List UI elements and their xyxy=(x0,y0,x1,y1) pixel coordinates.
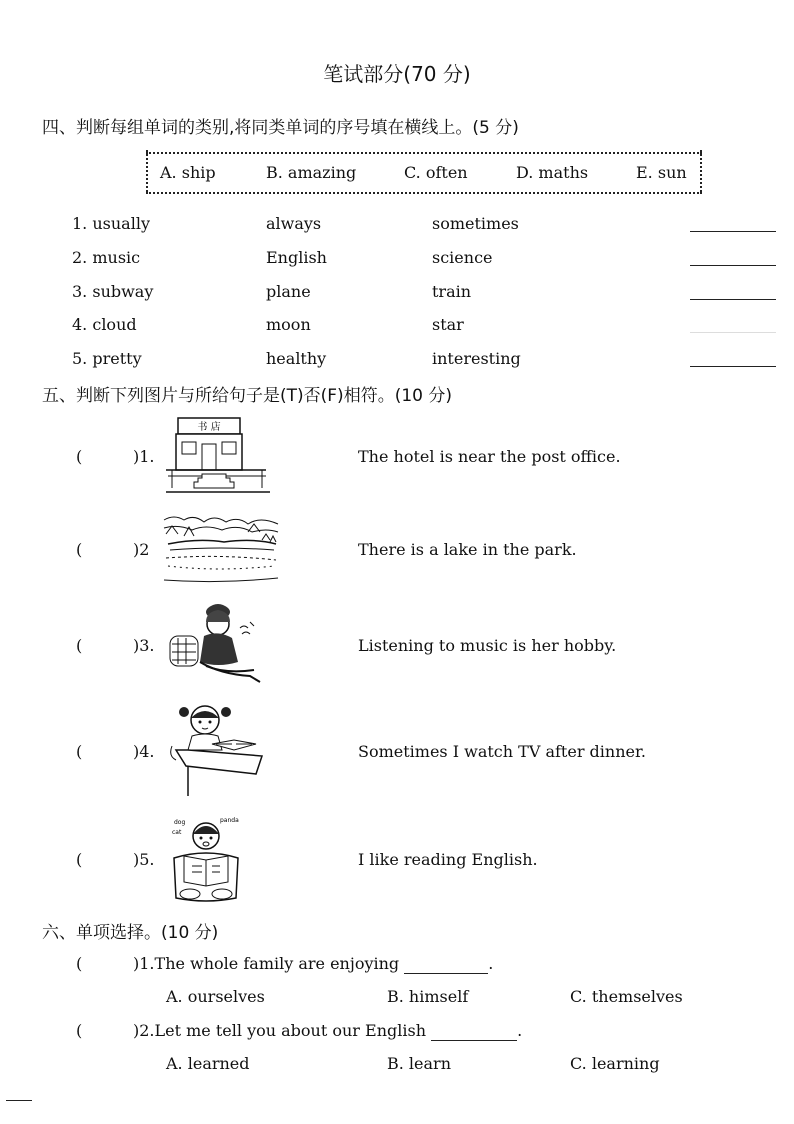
row4-word1: 4. cloud xyxy=(72,315,137,334)
q2-question xyxy=(133,1021,522,1041)
item3-number: )3. xyxy=(133,636,155,655)
answer-blank-4[interactable] xyxy=(690,332,776,333)
girl-listening-music-image xyxy=(166,600,264,688)
q2-stem: Let me tell you about our English xyxy=(154,1021,427,1040)
girl-reading-at-desk-image xyxy=(168,700,264,798)
q1-blank[interactable] xyxy=(404,954,488,974)
answer-blank-5[interactable] xyxy=(690,366,776,367)
row3-word2: plane xyxy=(266,282,311,301)
q2-end: . xyxy=(517,1021,523,1040)
section4-heading: 四、判断每组单词的类别,将同类单词的序号填在横线上。(5 分) xyxy=(42,118,519,138)
item2-sentence: There is a lake in the park. xyxy=(358,540,577,559)
page-corner-mark xyxy=(6,1100,32,1101)
row5-word1: 5. pretty xyxy=(72,349,142,368)
answer-paren-3[interactable]: ( xyxy=(76,636,83,655)
answer-blank-1[interactable] xyxy=(690,231,776,232)
q1-end: . xyxy=(488,954,494,973)
q2-number: )2. xyxy=(133,1021,155,1040)
pic-word-cat: cat xyxy=(172,829,182,836)
row2-word2: English xyxy=(266,248,327,267)
q1-answer-paren[interactable]: ( xyxy=(76,954,83,973)
row5-word2: healthy xyxy=(266,349,327,368)
item4-number: )4. xyxy=(133,742,155,761)
item5-sentence: I like reading English. xyxy=(358,850,538,869)
pic-word-dog: dog xyxy=(174,819,186,826)
answer-paren-1[interactable]: ( xyxy=(76,447,83,466)
item1-sentence: The hotel is near the post office. xyxy=(358,447,621,466)
q1-question xyxy=(133,954,493,974)
answer-blank-2[interactable] xyxy=(690,265,776,266)
bookstore-image xyxy=(166,416,270,496)
bookstore-sign-text: 书 店 xyxy=(197,422,221,433)
item5-number: )5. xyxy=(133,850,155,869)
answer-paren-2[interactable]: ( xyxy=(76,540,83,559)
q1-option-b[interactable]: B. himself xyxy=(387,987,469,1006)
q2-option-b[interactable]: B. learn xyxy=(387,1054,452,1073)
boy-reading-english-image xyxy=(168,812,244,904)
q2-blank[interactable] xyxy=(431,1021,517,1041)
row4-word3: star xyxy=(432,315,464,334)
row4-word2: moon xyxy=(266,315,311,334)
row3-word1: 3. subway xyxy=(72,282,154,301)
item4-sentence: Sometimes I watch TV after dinner. xyxy=(358,742,646,761)
option-e: E. sun xyxy=(636,163,687,182)
row1-word2: always xyxy=(266,214,322,233)
row1-word1: 1. usually xyxy=(72,214,150,233)
section5-heading: 五、判断下列图片与所给句子是(T)否(F)相符。(10 分) xyxy=(42,386,452,406)
word-options-box xyxy=(146,152,702,194)
q2-option-c[interactable]: C. learning xyxy=(570,1054,660,1073)
section6-heading: 六、单项选择。(10 分) xyxy=(42,923,219,943)
q1-option-c[interactable]: C. themselves xyxy=(570,987,683,1006)
q1-option-a[interactable]: A. ourselves xyxy=(166,987,265,1006)
option-a: A. ship xyxy=(160,163,216,182)
park-lake-image xyxy=(162,514,280,586)
row2-word1: 2. music xyxy=(72,248,141,267)
item3-sentence: Listening to music is her hobby. xyxy=(358,636,617,655)
answer-paren-5[interactable]: ( xyxy=(76,850,83,869)
item2-number: )2 xyxy=(133,540,150,559)
option-d: D. maths xyxy=(516,163,589,182)
q1-stem: The whole family are enjoying xyxy=(154,954,400,973)
item1-number: )1. xyxy=(133,447,155,466)
row5-word3: interesting xyxy=(432,349,521,368)
option-b: B. amazing xyxy=(266,163,357,182)
row1-word3: sometimes xyxy=(432,214,519,233)
q2-answer-paren[interactable]: ( xyxy=(76,1021,83,1040)
option-c: C. often xyxy=(404,163,468,182)
row3-word3: train xyxy=(432,282,472,301)
pic-word-panda: panda xyxy=(220,817,239,824)
page-title: 笔试部分(70 分) xyxy=(323,62,471,86)
answer-blank-3[interactable] xyxy=(690,299,776,300)
q2-option-a[interactable]: A. learned xyxy=(166,1054,250,1073)
answer-paren-4[interactable]: ( xyxy=(76,742,83,761)
row2-word3: science xyxy=(432,248,493,267)
q1-number: )1. xyxy=(133,954,155,973)
